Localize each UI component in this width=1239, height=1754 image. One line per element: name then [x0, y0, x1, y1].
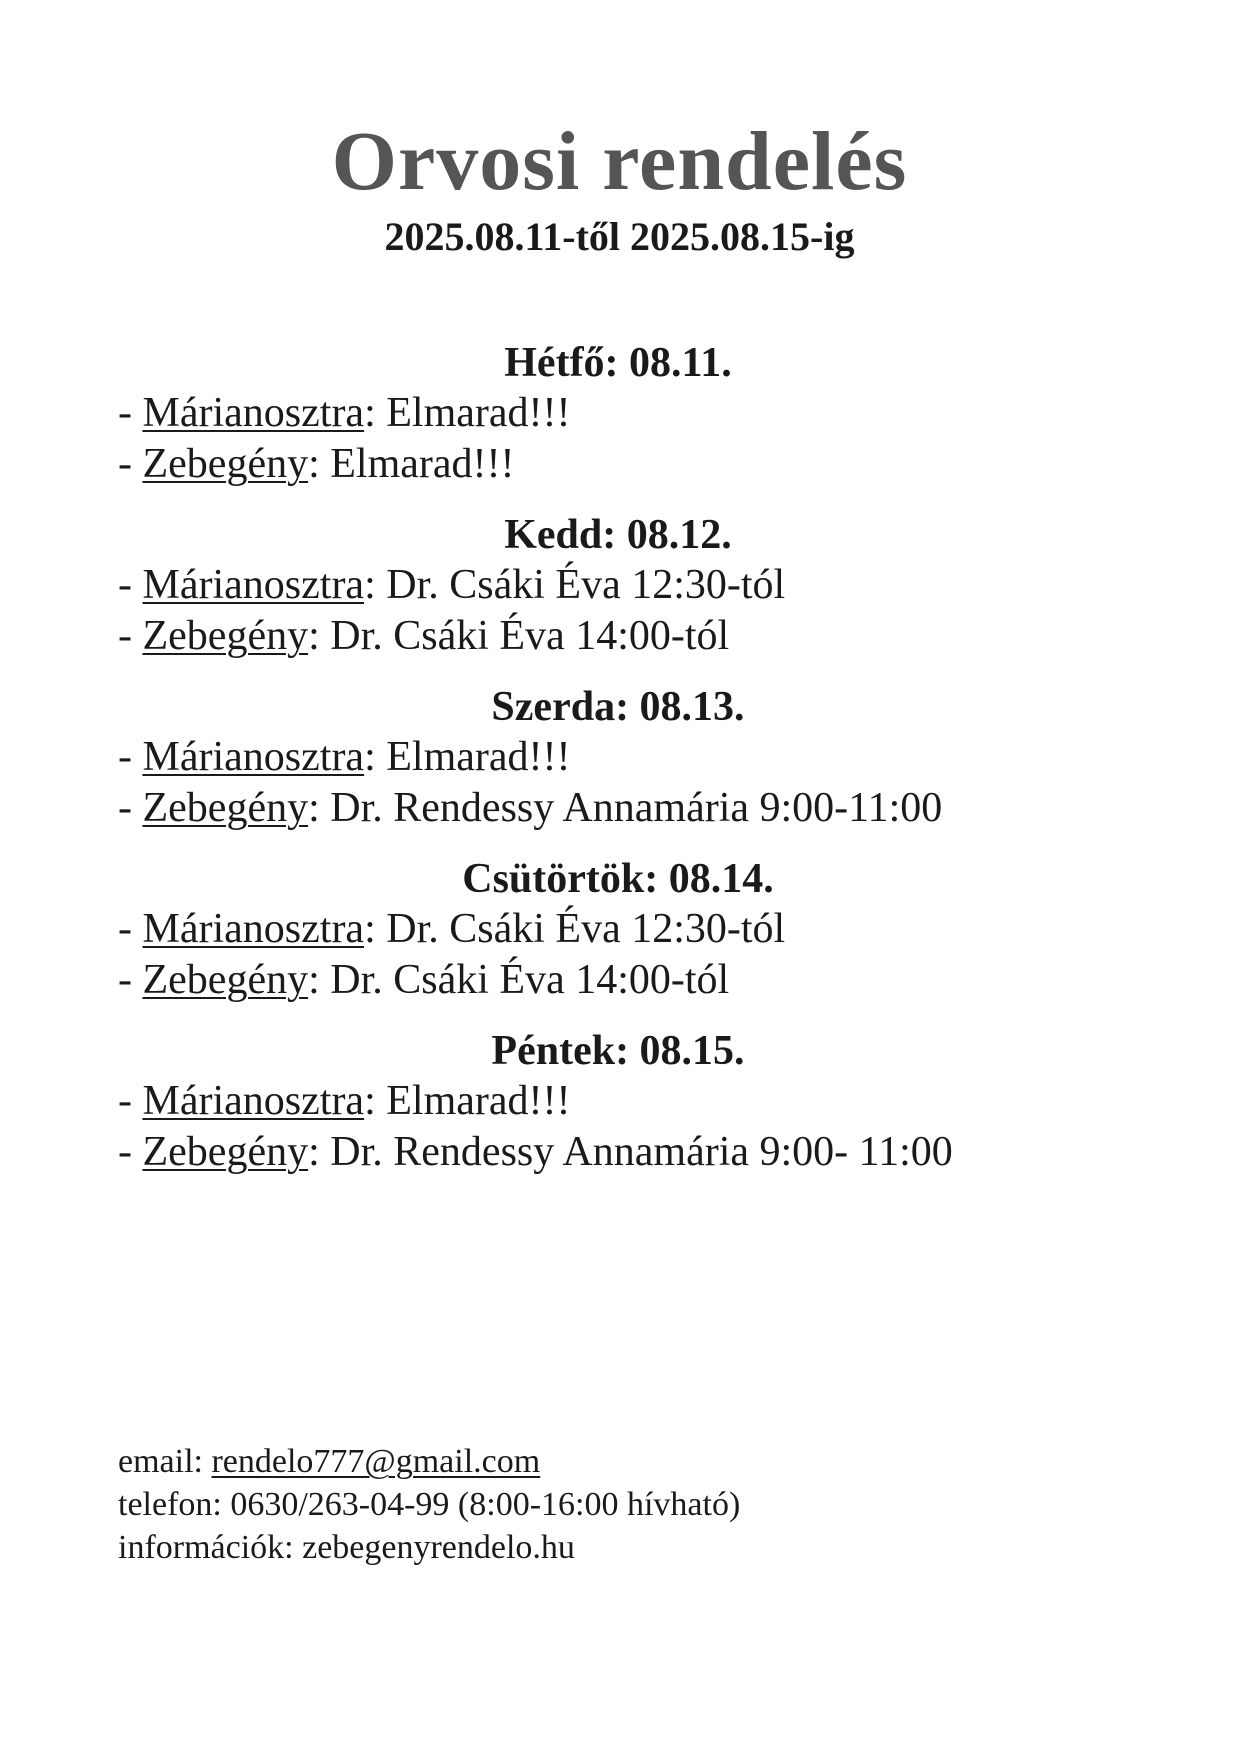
entry-detail: Elmarad!!! — [386, 390, 571, 436]
day-block-tuesday — [118, 510, 1178, 662]
entry-separator: : — [364, 390, 387, 436]
day-heading: Csütörtök: 08.14. — [462, 856, 774, 902]
entry-dash: - — [118, 562, 143, 608]
entry-dash: - — [118, 1078, 143, 1124]
location-name: Márianosztra — [142, 1078, 365, 1124]
schedule-entry — [118, 783, 1178, 834]
entry-separator: : — [308, 785, 331, 831]
location-name: Zebegény — [142, 613, 309, 659]
location-name: Zebegény — [142, 441, 309, 487]
location-name: Zebegény — [142, 1129, 309, 1175]
location-name: Márianosztra — [142, 390, 365, 436]
day-block-monday — [118, 338, 1178, 490]
email-link[interactable]: rendelo777@gmail.com — [211, 1443, 541, 1480]
day-heading: Hétfő: 08.11. — [504, 340, 732, 386]
entry-dash: - — [118, 734, 143, 780]
location-name: Márianosztra — [142, 562, 365, 608]
entry-detail: Dr. Csáki Éva 12:30-tól — [386, 562, 786, 608]
schedule-entry — [118, 1127, 1178, 1178]
schedule-entry — [118, 955, 1178, 1006]
day-block-friday — [118, 1026, 1178, 1178]
entry-separator: : — [308, 1129, 331, 1175]
entry-dash: - — [118, 957, 143, 1003]
entry-separator: : — [308, 957, 331, 1003]
entry-dash: - — [118, 1129, 143, 1175]
entry-separator: : — [364, 1078, 387, 1124]
location-name: Zebegény — [142, 785, 309, 831]
location-name: Zebegény — [142, 957, 309, 1003]
email-line — [118, 1440, 1118, 1483]
location-name: Márianosztra — [142, 906, 365, 952]
entry-detail: Dr. Csáki Éva 12:30-tól — [386, 906, 786, 952]
day-block-thursday — [118, 854, 1178, 1006]
entry-detail: Dr. Rendessy Annamária 9:00-11:00 — [330, 785, 943, 831]
entry-detail: Elmarad!!! — [386, 1078, 571, 1124]
date-range-subtitle: 2025.08.11-től 2025.08.15-ig — [384, 214, 855, 259]
phone-line: telefon: 0630/263-04-99 (8:00-16:00 hívható) — [118, 1486, 741, 1523]
contact-footer — [118, 1440, 1118, 1569]
entry-separator: : — [308, 441, 331, 487]
entry-detail: Dr. Csáki Éva 14:00-tól — [330, 613, 730, 659]
schedule-entry — [118, 439, 1178, 490]
info-line: információk: zebegenyrendelo.hu — [118, 1529, 575, 1566]
schedule-list — [118, 338, 1178, 1198]
entry-separator: : — [364, 562, 387, 608]
schedule-entry — [118, 388, 1178, 439]
schedule-entry — [118, 611, 1178, 662]
schedule-entry — [118, 560, 1178, 611]
entry-detail: Dr. Rendessy Annamária 9:00- 11:00 — [330, 1129, 953, 1175]
day-block-wednesday — [118, 682, 1178, 834]
entry-dash: - — [118, 613, 143, 659]
page-title: Orvosi rendelés — [331, 115, 908, 208]
entry-separator: : — [308, 613, 331, 659]
entry-detail: Elmarad!!! — [330, 441, 515, 487]
entry-dash: - — [118, 785, 143, 831]
day-heading: Szerda: 08.13. — [491, 684, 745, 730]
day-heading: Péntek: 08.15. — [491, 1028, 745, 1074]
day-heading: Kedd: 08.12. — [504, 512, 732, 558]
entry-dash: - — [118, 390, 143, 436]
entry-dash: - — [118, 906, 143, 952]
email-label: email: — [118, 1443, 212, 1480]
entry-detail: Elmarad!!! — [386, 734, 571, 780]
location-name: Márianosztra — [142, 734, 365, 780]
entry-separator: : — [364, 906, 387, 952]
schedule-entry — [118, 904, 1178, 955]
entry-detail: Dr. Csáki Éva 14:00-tól — [330, 957, 730, 1003]
schedule-entry — [118, 1076, 1178, 1127]
entry-separator: : — [364, 734, 387, 780]
entry-dash: - — [118, 441, 143, 487]
schedule-entry — [118, 732, 1178, 783]
